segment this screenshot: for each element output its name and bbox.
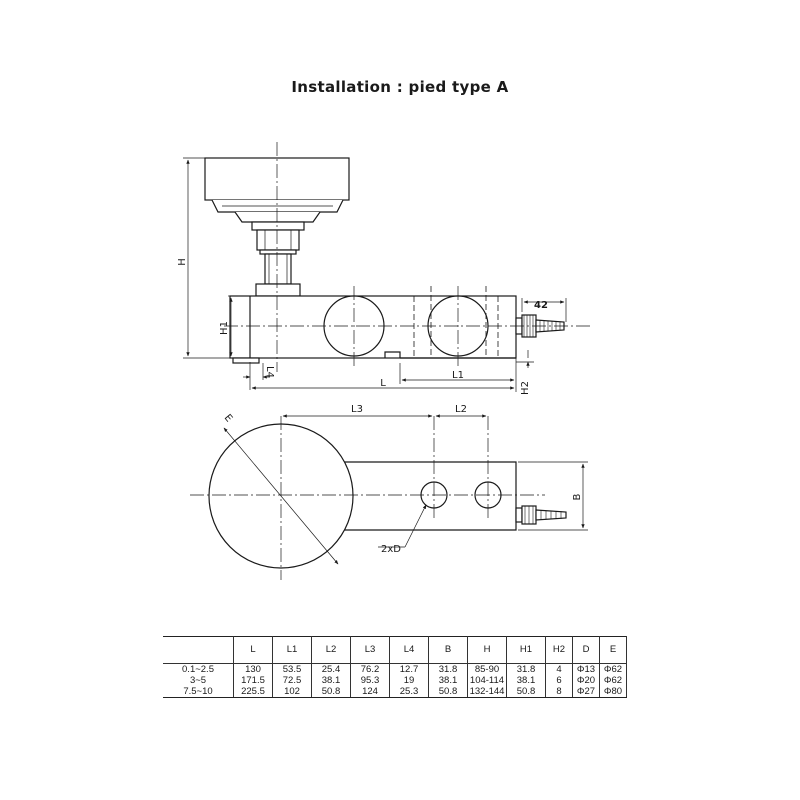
label-h: H <box>177 258 188 266</box>
table-header-cell: L2 <box>312 637 351 664</box>
label-h1: H1 <box>219 321 230 335</box>
table-cell: Φ62 <box>600 664 627 676</box>
label-l3: L3 <box>351 404 363 415</box>
table-header-cell <box>163 637 234 664</box>
table-cell: 8 <box>546 686 573 698</box>
table-cell: 102 <box>273 686 312 698</box>
table-header-cell: H <box>468 637 507 664</box>
table-cell: 6 <box>546 675 573 686</box>
label-cable-dim: 42 <box>534 300 548 311</box>
table-cell: 124 <box>351 686 390 698</box>
table-cell: 3~5 <box>163 675 234 686</box>
label-e: E <box>221 412 235 425</box>
label-l1: L1 <box>452 370 464 381</box>
table-cell: Φ80 <box>600 686 627 698</box>
table-cell: 7.5~10 <box>163 686 234 698</box>
table-cell: 38.1 <box>312 675 351 686</box>
table-header-cell: B <box>429 637 468 664</box>
top-view <box>190 416 588 580</box>
table-cell: 85-90 <box>468 664 507 676</box>
table-cell: 4 <box>546 664 573 676</box>
table-cell: 0.1~2.5 <box>163 664 234 676</box>
table-cell: 50.8 <box>312 686 351 698</box>
table-cell: 76.2 <box>351 664 390 676</box>
front-view <box>183 142 590 392</box>
table-cell: Φ62 <box>600 675 627 686</box>
table-cell: 225.5 <box>234 686 273 698</box>
label-b: B <box>572 493 583 501</box>
table-header-cell: E <box>600 637 627 664</box>
table-cell: 104-114 <box>468 675 507 686</box>
top-connector <box>516 506 566 524</box>
table-cell: 53.5 <box>273 664 312 676</box>
table-header-cell: L1 <box>273 637 312 664</box>
spec-table <box>163 636 627 698</box>
table-cell: 25.4 <box>312 664 351 676</box>
table-cell: 38.1 <box>507 675 546 686</box>
table-cell: Φ20 <box>573 675 600 686</box>
table-cell: Φ27 <box>573 686 600 698</box>
table-cell: 19 <box>390 675 429 686</box>
table-cell: 72.5 <box>273 675 312 686</box>
label-hole: 2xD <box>381 544 401 555</box>
table-row <box>163 675 627 686</box>
table-header-cell: H2 <box>546 637 573 664</box>
table-header-cell: D <box>573 637 600 664</box>
table-header-cell: L3 <box>351 637 390 664</box>
table-header-row <box>163 637 627 664</box>
table-cell: 31.8 <box>507 664 546 676</box>
table-cell: 171.5 <box>234 675 273 686</box>
table-cell: 50.8 <box>507 686 546 698</box>
label-h2: H2 <box>520 381 531 395</box>
table-cell: 130 <box>234 664 273 676</box>
table-cell: 50.8 <box>429 686 468 698</box>
table-cell: 12.7 <box>390 664 429 676</box>
table-cell: 132-144 <box>468 686 507 698</box>
label-l4: L4 <box>264 366 275 378</box>
table-cell: Φ13 <box>573 664 600 676</box>
lower-nut <box>256 284 300 296</box>
diagram-title: Installation : pied type A <box>291 78 509 96</box>
label-l2: L2 <box>455 404 467 415</box>
cap-neck <box>235 212 320 222</box>
table-header-cell: L <box>234 637 273 664</box>
label-l: L <box>380 378 386 389</box>
table-header-cell: L4 <box>390 637 429 664</box>
table-cell: 31.8 <box>429 664 468 676</box>
table-header-cell: H1 <box>507 637 546 664</box>
table-cell: 95.3 <box>351 675 390 686</box>
table-cell: 25.3 <box>390 686 429 698</box>
table-row <box>163 686 627 698</box>
table-row <box>163 664 627 676</box>
hex-nut <box>257 230 299 250</box>
table-cell: 38.1 <box>429 675 468 686</box>
